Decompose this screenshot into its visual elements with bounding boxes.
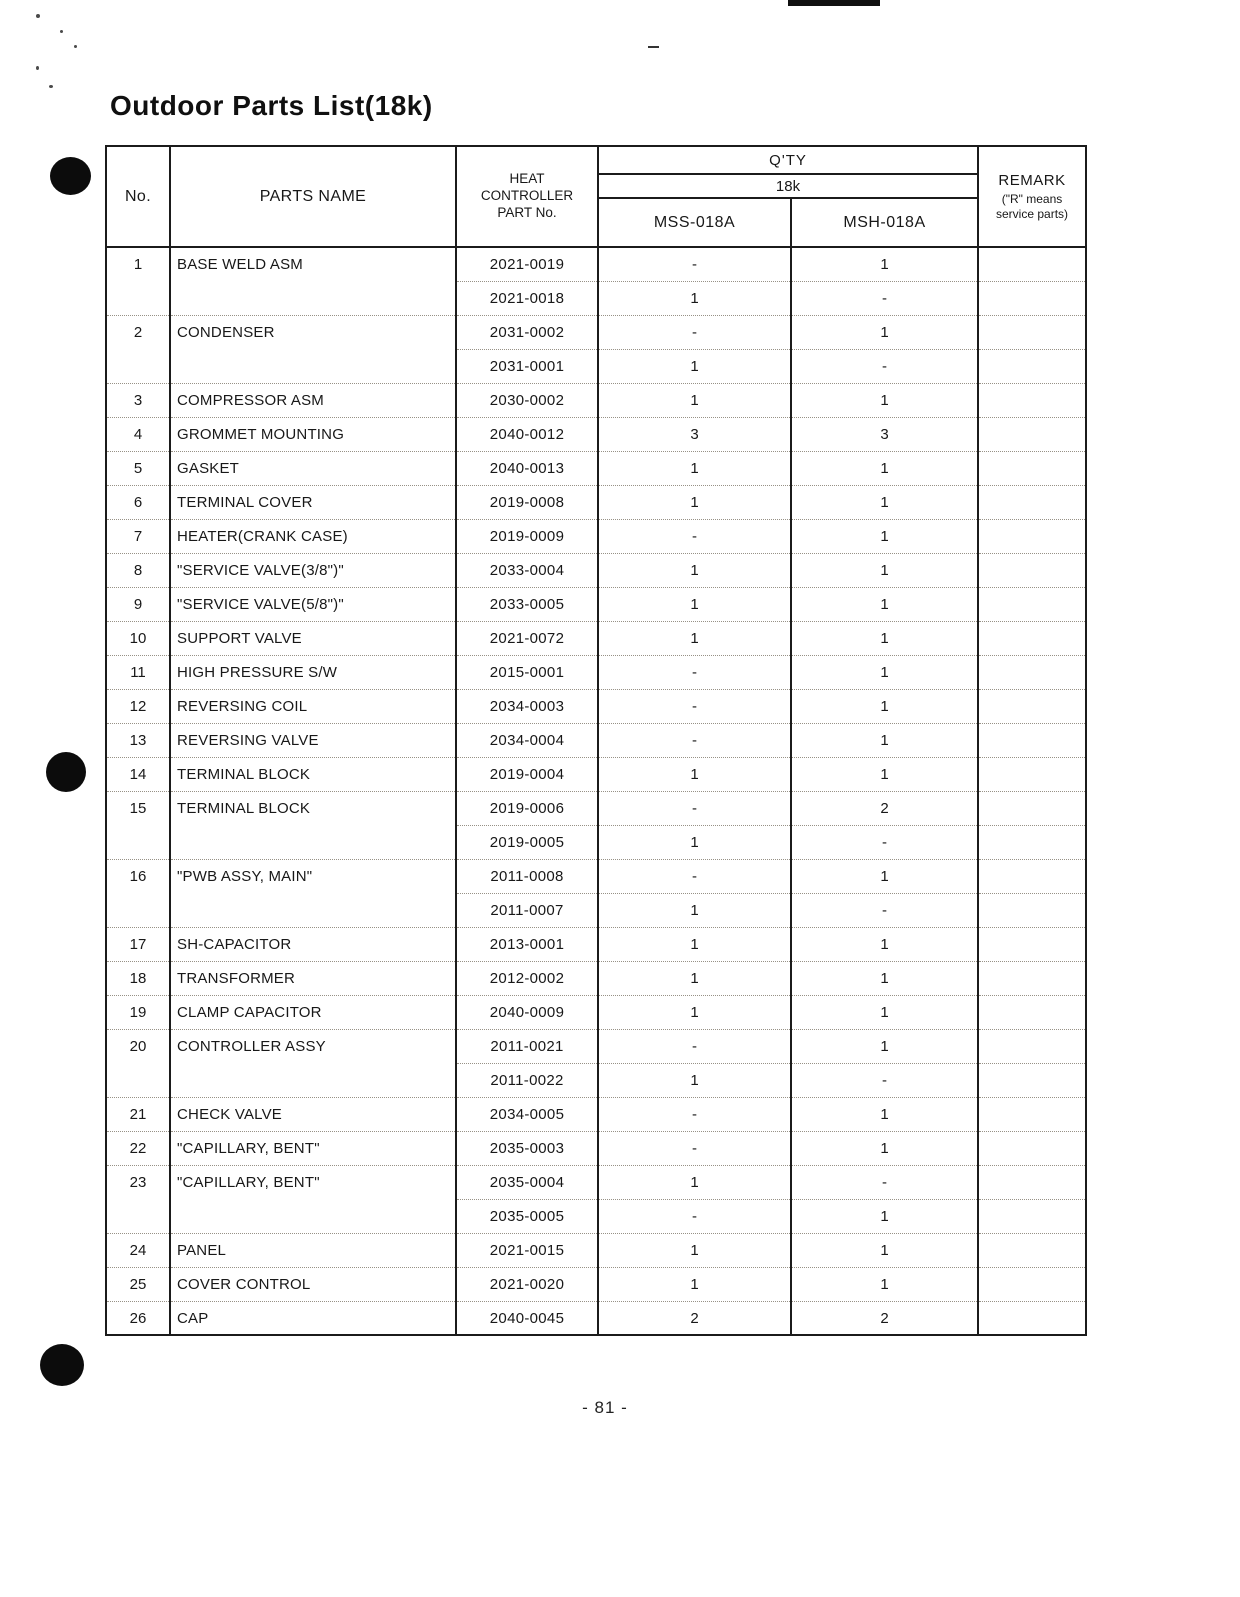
row-qty-msh: 2 <box>791 1301 978 1335</box>
row-part-no: 2040-0045 <box>456 1301 598 1335</box>
header-remark-note: service parts) <box>996 206 1069 221</box>
row-part-no: 2019-0006 <box>456 791 598 825</box>
row-qty-msh: 1 <box>791 723 978 757</box>
row-qty-mss: - <box>598 655 791 689</box>
table-row <box>106 315 1086 349</box>
header-remark-title: REMARK <box>998 171 1066 189</box>
row-remark <box>978 893 1086 927</box>
row-qty-mss: 1 <box>598 1267 791 1301</box>
row-no: 15 <box>106 791 170 859</box>
table-row <box>106 757 1086 791</box>
row-part-no: 2011-0007 <box>456 893 598 927</box>
row-no: 14 <box>106 757 170 791</box>
row-remark <box>978 485 1086 519</box>
row-qty-msh: 1 <box>791 859 978 893</box>
row-remark <box>978 859 1086 893</box>
row-parts-name: GROMMET MOUNTING <box>170 417 456 451</box>
row-remark <box>978 1267 1086 1301</box>
row-no: 16 <box>106 859 170 927</box>
row-qty-msh: - <box>791 349 978 383</box>
table-row <box>106 247 1086 281</box>
row-parts-name: CHECK VALVE <box>170 1097 456 1131</box>
row-part-no: 2033-0004 <box>456 553 598 587</box>
row-remark <box>978 927 1086 961</box>
table-row <box>106 927 1086 961</box>
row-parts-name: "SERVICE VALVE(3/8")" <box>170 553 456 587</box>
row-parts-name: PANEL <box>170 1233 456 1267</box>
row-qty-msh: 1 <box>791 1233 978 1267</box>
row-no: 26 <box>106 1301 170 1335</box>
row-qty-msh: 1 <box>791 655 978 689</box>
row-remark <box>978 825 1086 859</box>
row-qty-mss: - <box>598 791 791 825</box>
scan-speck <box>60 30 63 33</box>
row-part-no: 2021-0020 <box>456 1267 598 1301</box>
row-parts-name: CAP <box>170 1301 456 1335</box>
row-qty-mss: 1 <box>598 893 791 927</box>
row-qty-mss: - <box>598 519 791 553</box>
table-row <box>106 1233 1086 1267</box>
row-remark <box>978 349 1086 383</box>
row-qty-msh: 1 <box>791 247 978 281</box>
row-no: 3 <box>106 383 170 417</box>
row-remark <box>978 1097 1086 1131</box>
row-part-no: 2019-0005 <box>456 825 598 859</box>
row-remark <box>978 383 1086 417</box>
table-row <box>106 451 1086 485</box>
table-row <box>106 587 1086 621</box>
row-part-no: 2034-0004 <box>456 723 598 757</box>
row-part-no: 2021-0018 <box>456 281 598 315</box>
table-row <box>106 859 1086 893</box>
punch-hole <box>40 1344 84 1386</box>
header-part-no-line: HEAT <box>509 171 545 187</box>
row-remark <box>978 723 1086 757</box>
row-qty-msh: 1 <box>791 383 978 417</box>
row-part-no: 2035-0003 <box>456 1131 598 1165</box>
row-qty-mss: 1 <box>598 621 791 655</box>
row-qty-msh: 1 <box>791 587 978 621</box>
row-qty-msh: 1 <box>791 315 978 349</box>
row-part-no: 2011-0021 <box>456 1029 598 1063</box>
row-remark <box>978 621 1086 655</box>
table-row <box>106 1097 1086 1131</box>
row-parts-name: "PWB ASSY, MAIN" <box>170 859 456 927</box>
row-qty-mss: 1 <box>598 927 791 961</box>
table-row <box>106 791 1086 825</box>
row-part-no: 2012-0002 <box>456 961 598 995</box>
scan-speck <box>648 46 659 48</box>
row-parts-name: GASKET <box>170 451 456 485</box>
row-no: 20 <box>106 1029 170 1097</box>
header-part-no-line: PART No. <box>497 204 557 220</box>
row-qty-mss: 1 <box>598 1063 791 1097</box>
header-no: No. <box>106 146 170 247</box>
row-qty-mss: 1 <box>598 451 791 485</box>
table-row <box>106 1165 1086 1199</box>
row-part-no: 2019-0009 <box>456 519 598 553</box>
row-qty-mss: - <box>598 1029 791 1063</box>
row-qty-mss: 1 <box>598 281 791 315</box>
row-part-no: 2021-0019 <box>456 247 598 281</box>
row-part-no: 2031-0002 <box>456 315 598 349</box>
row-remark <box>978 451 1086 485</box>
table-row <box>106 961 1086 995</box>
row-qty-msh: 1 <box>791 621 978 655</box>
row-qty-mss: - <box>598 1097 791 1131</box>
row-remark <box>978 1199 1086 1233</box>
row-qty-mss: 1 <box>598 485 791 519</box>
table-row <box>106 417 1086 451</box>
table-header <box>106 146 1086 247</box>
header-qty: Q'TY <box>598 146 978 174</box>
scan-speck <box>36 14 40 18</box>
table-row <box>106 485 1086 519</box>
header-part-no <box>456 146 598 247</box>
scan-speck <box>74 45 77 48</box>
row-no: 8 <box>106 553 170 587</box>
row-part-no: 2015-0001 <box>456 655 598 689</box>
row-remark <box>978 1029 1086 1063</box>
row-qty-mss: 1 <box>598 349 791 383</box>
header-parts-name: PARTS NAME <box>170 146 456 247</box>
row-no: 5 <box>106 451 170 485</box>
row-no: 2 <box>106 315 170 383</box>
row-qty-msh: 1 <box>791 1097 978 1131</box>
row-parts-name: "CAPILLARY, BENT" <box>170 1131 456 1165</box>
table-row <box>106 621 1086 655</box>
row-remark <box>978 247 1086 281</box>
row-no: 11 <box>106 655 170 689</box>
row-qty-mss: - <box>598 723 791 757</box>
row-qty-mss: 1 <box>598 1233 791 1267</box>
row-qty-mss: 2 <box>598 1301 791 1335</box>
row-qty-msh: 1 <box>791 927 978 961</box>
row-remark <box>978 1063 1086 1097</box>
row-parts-name: CONDENSER <box>170 315 456 383</box>
row-qty-msh: 3 <box>791 417 978 451</box>
row-parts-name: CONTROLLER ASSY <box>170 1029 456 1097</box>
row-qty-msh: - <box>791 1165 978 1199</box>
row-part-no: 2011-0008 <box>456 859 598 893</box>
row-parts-name: SUPPORT VALVE <box>170 621 456 655</box>
row-part-no: 2035-0005 <box>456 1199 598 1233</box>
row-qty-mss: 1 <box>598 587 791 621</box>
row-part-no: 2030-0002 <box>456 383 598 417</box>
row-parts-name: COMPRESSOR ASM <box>170 383 456 417</box>
row-qty-msh: 1 <box>791 553 978 587</box>
row-part-no: 2031-0001 <box>456 349 598 383</box>
row-parts-name: BASE WELD ASM <box>170 247 456 315</box>
row-qty-mss: 3 <box>598 417 791 451</box>
row-no: 19 <box>106 995 170 1029</box>
row-part-no: 2013-0001 <box>456 927 598 961</box>
row-qty-mss: 1 <box>598 553 791 587</box>
table-row <box>106 655 1086 689</box>
row-parts-name: SH-CAPACITOR <box>170 927 456 961</box>
row-no: 17 <box>106 927 170 961</box>
row-qty-mss: - <box>598 1199 791 1233</box>
row-remark <box>978 1165 1086 1199</box>
row-remark <box>978 791 1086 825</box>
header-size-18k: 18k <box>598 174 978 198</box>
header-part-no-line: CONTROLLER <box>480 188 574 204</box>
row-parts-name: TERMINAL BLOCK <box>170 791 456 859</box>
row-part-no: 2021-0015 <box>456 1233 598 1267</box>
row-no: 13 <box>106 723 170 757</box>
row-remark <box>978 587 1086 621</box>
row-part-no: 2021-0072 <box>456 621 598 655</box>
row-part-no: 2035-0004 <box>456 1165 598 1199</box>
table-row <box>106 995 1086 1029</box>
row-remark <box>978 961 1086 995</box>
row-qty-msh: 2 <box>791 791 978 825</box>
row-qty-mss: 1 <box>598 383 791 417</box>
row-qty-mss: 1 <box>598 995 791 1029</box>
row-no: 9 <box>106 587 170 621</box>
row-no: 1 <box>106 247 170 315</box>
row-parts-name: HEATER(CRANK CASE) <box>170 519 456 553</box>
row-remark <box>978 1301 1086 1335</box>
row-parts-name: "SERVICE VALVE(5/8")" <box>170 587 456 621</box>
row-parts-name: COVER CONTROL <box>170 1267 456 1301</box>
row-no: 18 <box>106 961 170 995</box>
row-parts-name: CLAMP CAPACITOR <box>170 995 456 1029</box>
row-part-no: 2040-0012 <box>456 417 598 451</box>
scan-speck <box>49 85 53 88</box>
row-qty-msh: 1 <box>791 995 978 1029</box>
row-part-no: 2011-0022 <box>456 1063 598 1097</box>
row-no: 12 <box>106 689 170 723</box>
row-parts-name: HIGH PRESSURE S/W <box>170 655 456 689</box>
row-qty-msh: 1 <box>791 1267 978 1301</box>
row-qty-mss: - <box>598 1131 791 1165</box>
row-part-no: 2034-0005 <box>456 1097 598 1131</box>
row-parts-name: "CAPILLARY, BENT" <box>170 1165 456 1233</box>
row-no: 24 <box>106 1233 170 1267</box>
row-qty-mss: - <box>598 689 791 723</box>
row-no: 6 <box>106 485 170 519</box>
row-no: 25 <box>106 1267 170 1301</box>
row-remark <box>978 757 1086 791</box>
row-part-no: 2040-0009 <box>456 995 598 1029</box>
row-remark <box>978 417 1086 451</box>
punch-hole <box>46 752 86 792</box>
row-parts-name: REVERSING VALVE <box>170 723 456 757</box>
row-qty-msh: 1 <box>791 1131 978 1165</box>
row-no: 21 <box>106 1097 170 1131</box>
row-remark <box>978 1233 1086 1267</box>
row-parts-name: REVERSING COIL <box>170 689 456 723</box>
row-remark <box>978 995 1086 1029</box>
punch-hole <box>50 157 91 195</box>
row-qty-msh: 1 <box>791 1029 978 1063</box>
row-qty-msh: 1 <box>791 689 978 723</box>
row-remark <box>978 519 1086 553</box>
row-qty-mss: 1 <box>598 825 791 859</box>
row-part-no: 2040-0013 <box>456 451 598 485</box>
page-number: - 81 - <box>582 1398 628 1417</box>
row-parts-name: TERMINAL COVER <box>170 485 456 519</box>
row-remark <box>978 1131 1086 1165</box>
row-remark <box>978 281 1086 315</box>
row-no: 4 <box>106 417 170 451</box>
row-no: 23 <box>106 1165 170 1233</box>
row-part-no: 2019-0004 <box>456 757 598 791</box>
row-part-no: 2019-0008 <box>456 485 598 519</box>
row-no: 22 <box>106 1131 170 1165</box>
row-qty-msh: - <box>791 1063 978 1097</box>
table-row <box>106 1267 1086 1301</box>
table-row <box>106 689 1086 723</box>
parts-table <box>105 145 1087 1336</box>
row-remark <box>978 689 1086 723</box>
row-remark <box>978 315 1086 349</box>
row-qty-msh: 1 <box>791 961 978 995</box>
parts-table-body <box>106 247 1086 1335</box>
row-no: 10 <box>106 621 170 655</box>
header-remark-note: ("R" means <box>1001 191 1063 206</box>
row-part-no: 2034-0003 <box>456 689 598 723</box>
row-parts-name: TRANSFORMER <box>170 961 456 995</box>
header-model-msh: MSH-018A <box>791 198 978 247</box>
row-remark <box>978 553 1086 587</box>
row-part-no: 2033-0005 <box>456 587 598 621</box>
row-qty-msh: 1 <box>791 757 978 791</box>
row-qty-msh: 1 <box>791 519 978 553</box>
row-qty-mss: - <box>598 247 791 281</box>
table-row <box>106 553 1086 587</box>
row-qty-msh: - <box>791 825 978 859</box>
header-model-mss: MSS-018A <box>598 198 791 247</box>
row-parts-name: TERMINAL BLOCK <box>170 757 456 791</box>
row-qty-mss: 1 <box>598 1165 791 1199</box>
table-row <box>106 1029 1086 1063</box>
table-row <box>106 519 1086 553</box>
row-no: 7 <box>106 519 170 553</box>
table-row <box>106 1131 1086 1165</box>
page-title: Outdoor Parts List(18k) <box>110 90 433 121</box>
table-row <box>106 383 1086 417</box>
scan-speck <box>36 66 39 70</box>
row-qty-msh: 1 <box>791 1199 978 1233</box>
row-qty-msh: 1 <box>791 485 978 519</box>
row-qty-mss: - <box>598 315 791 349</box>
table-row <box>106 723 1086 757</box>
row-qty-msh: 1 <box>791 451 978 485</box>
row-remark <box>978 655 1086 689</box>
header-remark <box>978 146 1086 247</box>
row-qty-mss: 1 <box>598 757 791 791</box>
scan-mark <box>788 0 880 6</box>
table-row <box>106 1301 1086 1335</box>
row-qty-mss: - <box>598 859 791 893</box>
row-qty-msh: - <box>791 893 978 927</box>
row-qty-msh: - <box>791 281 978 315</box>
row-qty-mss: 1 <box>598 961 791 995</box>
